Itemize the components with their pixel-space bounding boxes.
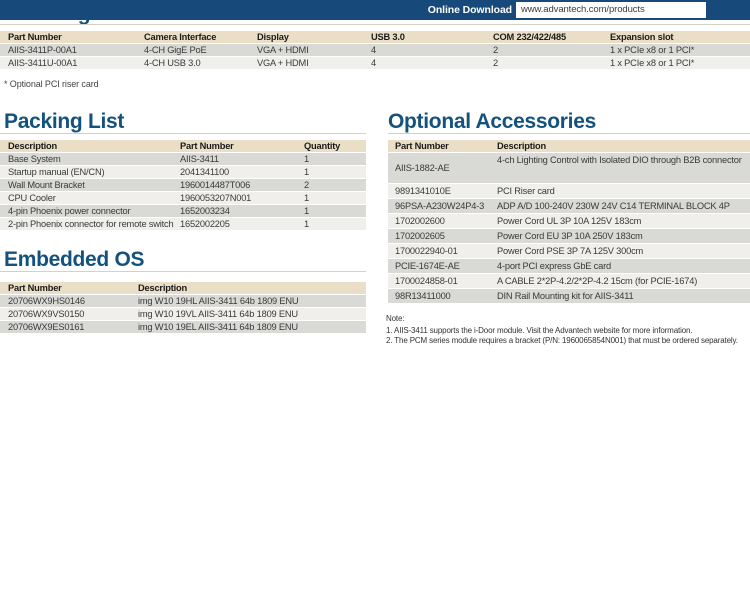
embedded-table-wrap (0, 281, 366, 334)
cell: VGA + HDMI (253, 57, 367, 69)
column-header: Camera Interface (140, 31, 253, 43)
accessories-table-wrap (388, 139, 750, 304)
cell: Power Cord PSE 3P 7A 125V 300cm (493, 244, 750, 258)
section-title-embedded: Embedded OS (4, 248, 145, 271)
table-row (0, 44, 750, 56)
column-header: COM 232/422/485 (489, 31, 606, 43)
cell: AIIS-3411P-00A1 (0, 44, 140, 56)
accessories-notes (386, 314, 750, 347)
table-row (388, 244, 750, 258)
cell: 1 (300, 166, 366, 178)
packing-table (0, 139, 366, 231)
cell: img W10 19HL AIIS-3411 64b 1809 ENU (134, 295, 366, 307)
cell: 4-CH GigE PoE (140, 44, 253, 56)
cell: ADP A/D 100-240V 230W 24V C14 TERMINAL BLOCK 4P (493, 199, 750, 213)
table-row (0, 179, 366, 191)
cell: 1652002205 (176, 218, 300, 230)
cell: DIN Rail Mounting kit for AIIS-3411 (493, 289, 750, 303)
cell: 2 (489, 44, 606, 56)
section-divider (0, 133, 366, 134)
table-row (388, 184, 750, 198)
column-header: Part Number (0, 31, 140, 43)
section-divider (0, 271, 366, 272)
cell: AIIS-3411U-00A1 (0, 57, 140, 69)
column-header: Part Number (176, 140, 300, 152)
cell: 1960053207N001 (176, 192, 300, 204)
cell: 20706WX9ES0161 (0, 321, 134, 333)
cell: img W10 19VL AIIS-3411 64b 1809 ENU (134, 308, 366, 320)
section-divider (0, 24, 750, 25)
cell: 1 x PCIe x8 or 1 PCI* (606, 57, 750, 69)
cell: 1 (300, 153, 366, 165)
ordering-table (0, 30, 750, 70)
cell: VGA + HDMI (253, 44, 367, 56)
download-url-link[interactable]: www.advantech.com/products (516, 2, 706, 18)
table-header-row (0, 140, 366, 152)
cell: 1702002600 (388, 214, 493, 228)
cell: 1960014487T006 (176, 179, 300, 191)
cell: Base System (0, 153, 176, 165)
table-header-row (388, 140, 750, 152)
cell: 20706WX9HS0146 (0, 295, 134, 307)
cell: Wall Mount Bracket (0, 179, 176, 191)
cell: 9891341010E (388, 184, 493, 198)
table-row (0, 205, 366, 217)
cell: CPU Cooler (0, 192, 176, 204)
cell: AIIS-1882-AE (388, 153, 493, 183)
embedded-os-table (0, 281, 366, 334)
cell: 1 (300, 218, 366, 230)
cell: AIIS-3411 (176, 153, 300, 165)
table-row (0, 57, 750, 69)
column-header: Description (493, 140, 750, 152)
ordering-footnote: * Optional PCI riser card (4, 79, 99, 89)
accessories-table (388, 139, 750, 304)
section-title-packing: Packing List (4, 110, 125, 133)
cell: 1700024858-01 (388, 274, 493, 288)
column-header: Part Number (0, 282, 134, 294)
table-row (0, 321, 366, 333)
cell: Power Cord UL 3P 10A 125V 183cm (493, 214, 750, 228)
cell: 1 x PCIe x8 or 1 PCI* (606, 44, 750, 56)
cell: 98R13411000 (388, 289, 493, 303)
cell: 2041341100 (176, 166, 300, 178)
cell: 4-CH USB 3.0 (140, 57, 253, 69)
table-row (388, 259, 750, 273)
cell: A CABLE 2*2P-4.2/2*2P-4.2 15cm (for PCIE-1674) (493, 274, 750, 288)
packing-table-wrap (0, 139, 366, 231)
cell: 96PSA-A230W24P4-3 (388, 199, 493, 213)
cell: Power Cord EU 3P 10A 250V 183cm (493, 229, 750, 243)
cell: 4 (367, 57, 489, 69)
cell: 4-port PCI express GbE card (493, 259, 750, 273)
cell: PCIE-1674E-AE (388, 259, 493, 273)
table-row (0, 192, 366, 204)
column-header: Description (134, 282, 366, 294)
column-header: Quantity (300, 140, 366, 152)
cell: 1 (300, 192, 366, 204)
cell: 2-pin Phoenix connector for remote switch (0, 218, 176, 230)
table-header-row (0, 31, 750, 43)
section-title-accessories: Optional Accessories (388, 110, 596, 133)
cell: Startup manual (EN/CN) (0, 166, 176, 178)
note-line: 1. AIIS-3411 supports the i-Door module. Visit the Advantech website for more information. (386, 325, 693, 335)
table-row (388, 153, 750, 183)
table-row (0, 308, 366, 320)
cell: 4 (367, 44, 489, 56)
note-line: 2. The PCM series module requires a bracket (P/N: 1960065854N001) that must be ordered separately. (386, 336, 738, 345)
cell: img W10 19EL AIIS-3411 64b 1809 ENU (134, 321, 366, 333)
ordering-table-wrap (0, 30, 750, 70)
footer-bar (0, 0, 750, 20)
section-divider (388, 133, 750, 134)
cell: 2 (489, 57, 606, 69)
table-row (388, 289, 750, 303)
note-label: Note: (386, 314, 405, 323)
cell: 4-pin Phoenix power connector (0, 205, 176, 217)
cell: 4-ch Lighting Control with Isolated DIO through B2B connector (493, 153, 750, 183)
cell: 2 (300, 179, 366, 191)
table-row (0, 166, 366, 178)
cell: 20706WX9VS0150 (0, 308, 134, 320)
cell: 1702002605 (388, 229, 493, 243)
table-row (0, 295, 366, 307)
table-row (0, 153, 366, 165)
column-header: Expansion slot (606, 31, 750, 43)
table-row (388, 229, 750, 243)
online-download-label: Online Download (427, 4, 512, 16)
table-header-row (0, 282, 366, 294)
cell: 1 (300, 205, 366, 217)
column-header: Display (253, 31, 367, 43)
table-row (388, 199, 750, 213)
table-row (388, 214, 750, 228)
column-header: Description (0, 140, 176, 152)
column-header: Part Number (388, 140, 493, 152)
cell: 1700022940-01 (388, 244, 493, 258)
cell: PCI Riser card (493, 184, 750, 198)
column-header: USB 3.0 (367, 31, 489, 43)
table-row (0, 218, 366, 230)
table-row (388, 274, 750, 288)
cell: 1652003234 (176, 205, 300, 217)
